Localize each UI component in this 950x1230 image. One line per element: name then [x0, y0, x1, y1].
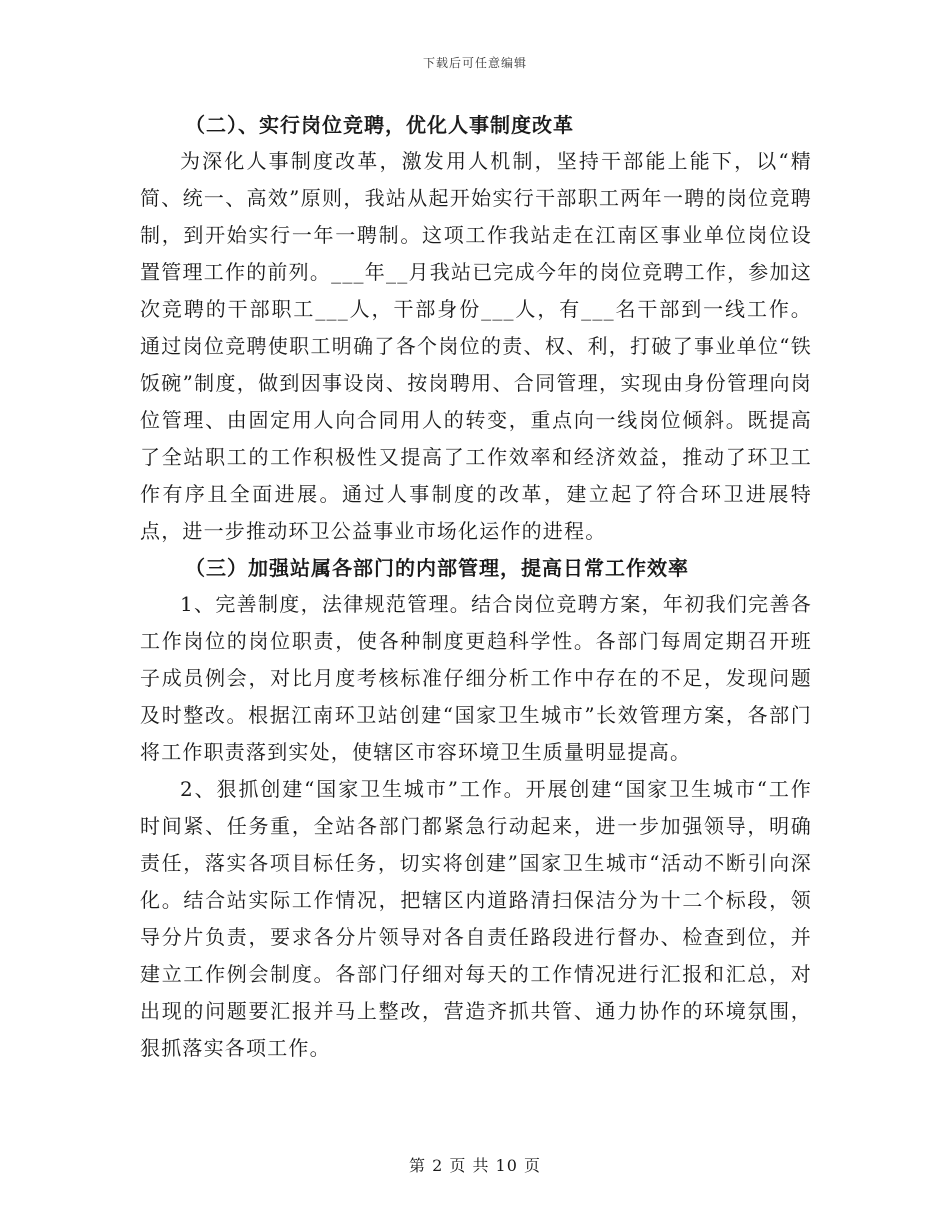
- header-note: 下载后可任意编辑: [422, 56, 527, 70]
- section-3-paragraph-2: 2、狠抓创建“国家卫生城市”工作。开展创建“国家卫生城市“工作时间紧、任务重，全站各部门都紧急行动起来，进一步加强领导，明确责任，落实各项目标任务，切实将创建”国家卫生城市“活动不断引向深化。结合站实际工作情况，把辖区内道路清扫保洁分为十二个标段，领导分片负责，要求各分片领导对各自责任路段进行督办、检查到位，并建立工作例会制度。各部门仔细对每天的工作情况进行汇报和汇总，对出现的问题要汇报并马上整改，营造齐抓共管、通力协作的环境氛围，狠抓落实各项工作。: [140, 777, 812, 1060]
- section-3-paragraph-1: 1、完善制度，法律规范管理。结合岗位竞聘方案，年初我们完善各工作岗位的岗位职责，使各种制度更趋科学性。各部门每周定期召开班子成员例会，对比月度考核标准仔细分析工作中存在的不足，发现问题及时整改。根据江南环卫站创建“国家卫生城市”长效管理方案，各部门将工作职责落到实处，使辖区市容环境卫生质量明显提高。: [140, 592, 812, 764]
- section-heading-3: （三）加强站属各部门的内部管理，提高日常工作效率: [185, 556, 689, 580]
- section-2-paragraph: 为深化人事制度改革，激发用人机制，坚持干部能上能下，以“精简、统一、高效”原则，我站从起开始实行干部职工两年一聘的岗位竞聘制，到开始实行一年一聘制。这项工作我站走在江南区事业单位岗位设置管理工作的前列。___年__月我站已完成今年的岗位竞聘工作，参加这次竞聘的干部职工___人，干部身份___人，有___名干部到一线工作。通过岗位竞聘使职工明确了各个岗位的责、权、利，打破了事业单位“铁饭碗”制度，做到因事设岗、按岗聘用、合同管理，实现由身份管理向岗位管理、由固定用人向合同用人的转变，重点向一线岗位倾斜。既提高了全站职工的工作积极性又提高了工作效率和经济效益，推动了环卫工作有序且全面进展。通过人事制度的改革，建立起了符合环卫进展特点，进一步推动环卫公益事业市场化运作的进程。: [140, 149, 812, 543]
- document-body: [140, 107, 812, 1067]
- section-heading-2: （二）、实行岗位竞聘，优化人事制度改革: [185, 113, 574, 137]
- page-number: 第 2 页 共 10 页: [409, 1156, 541, 1175]
